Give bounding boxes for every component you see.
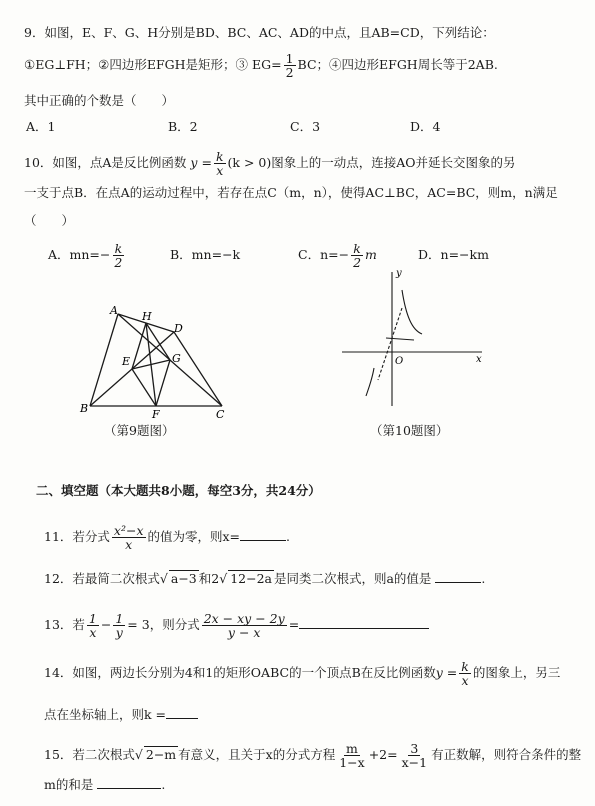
fig9-label-g: G [172,352,181,365]
q10-stem: 10．如图，点A是反比例函数 y = $\frac{k}{x}$ (k > 0)图象上的一动点，连接AO并延长交图象的另 [24,149,516,178]
q14-answer-blank[interactable] [166,706,198,719]
q9-option-c: C．3 [290,119,321,134]
q9-fraction: $\frac{1}{2}$ [285,51,294,80]
q9-option-d: D．4 [410,119,441,134]
q9-ask: 其中正确的个数是（ ） [24,93,175,108]
q13: 13．若 $\frac{1}{x}$ − $\frac{1}{y}$ = 3，则分式 $\frac{2x - xy - 2y}{y - x}$ = [44,612,429,639]
section-2-heading: 二、填空题（本大题共8小题，每空3分，共24分） [36,483,321,498]
q10-option-d: D．n=−km [418,247,489,262]
q15-answer-blank[interactable] [97,776,161,789]
fig9-label-d: D [174,322,183,335]
fig9-label-a: A [110,304,118,317]
q10-option-c: C．n=− $\frac{k}{2}$ m [298,241,377,270]
fig9-caption: （第9题图） [104,423,175,438]
q12-answer-blank[interactable] [435,570,481,583]
q9-stem: 9．如图，E、F、G、H分别是BD、BC、AC、AD的中点，且AB=CD，下列结论： [24,25,495,40]
q14-line2: 点在坐标轴上，则k = [44,706,198,724]
q11-answer-blank[interactable] [240,528,286,541]
fig9-label-c: C [216,408,225,421]
q10-k-over-x: $\frac{k}{x}$ [215,149,224,178]
q9-option-b: B．2 [168,119,198,134]
fig9-label-h: H [142,310,152,323]
q11: 11．若分式 $\frac{\text{x²−x}}{x}$ 的值为零，则x= . [44,523,291,552]
q10-option-a: A．mn=− $\frac{k}{2}$ [48,241,123,270]
q10-paren: （ ） [24,213,75,228]
q14: 14．如图，两边长分别为4和1的矩形OABC的一个顶点B在反比例函数y = $\frac{k}{x}$ 的图象上，另三 [44,659,561,688]
q12: 12．若最简二次根式√ a−3 和2√ 12−2a 是同类二次根式，则a的值是 . [44,571,486,586]
q15: 15．若二次根式√ 2−m 有意义，且关于x的分式方程 $\frac{m}{1-x}$ +2= $\frac{3}{x-1}$ 有正数解，则符合条件的整 [44,741,582,770]
fig10-x-label: x [476,354,482,365]
q10-line2: 一支于点B．在点A的运动过程中，若存在点C（m，n），使得AC⊥BC，AC=BC，则m，n满足 [24,185,558,200]
q15-line2: m的和是 . [44,777,166,792]
figure-10 [334,268,484,408]
fig9-label-f: F [152,408,160,421]
fig9-label-b: B [80,402,89,415]
fig10-y-label: y [396,268,402,279]
q10-option-b: B．mn=−k [170,247,241,262]
fig10-origin-label: O [395,356,404,367]
figure-9 [70,302,240,442]
fig9-label-e: E [122,355,131,368]
q9-option-a: A．1 [26,119,56,134]
q9-conclusions: ①EG⊥FH；②四边形EFGH是矩形；③ EG= $\frac{1}{2}$ BC；④四边形EFGH周长等于2AB. [24,51,498,80]
q13-answer-blank[interactable] [299,616,429,629]
fig10-caption: （第10题图） [370,423,449,438]
